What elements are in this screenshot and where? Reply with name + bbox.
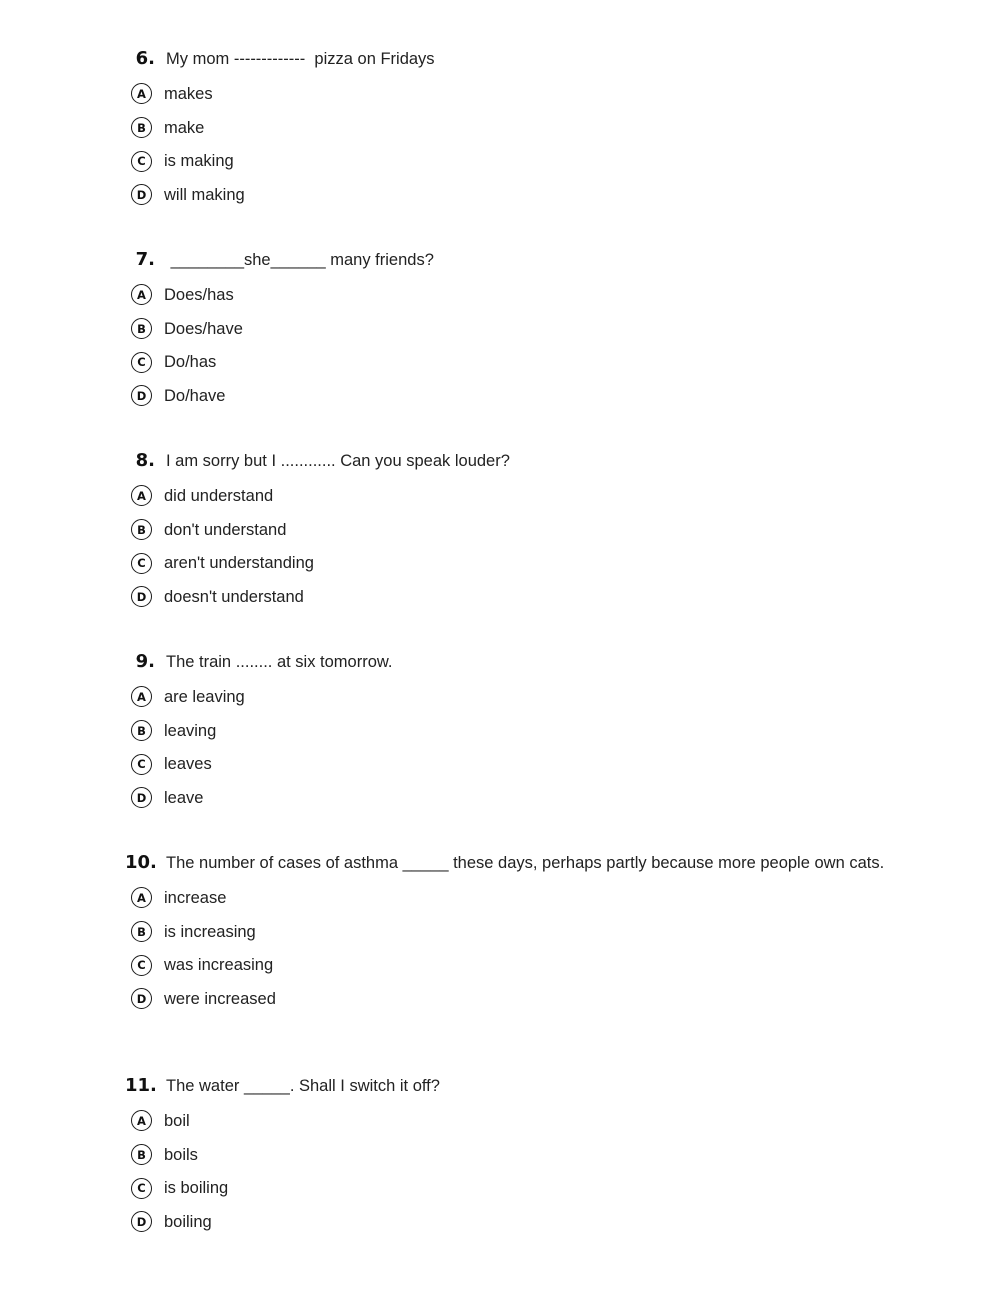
answer-options <box>125 881 895 1016</box>
option-letter-circle[interactable]: A <box>131 686 152 707</box>
option-text: leave <box>164 788 204 807</box>
option-text: boil <box>164 1111 190 1130</box>
question-header <box>125 48 895 70</box>
question-text: The train ........ at six tomorrow. <box>166 653 393 671</box>
option-letter-circle[interactable]: B <box>131 720 152 741</box>
question-header <box>125 852 895 874</box>
option-a[interactable] <box>131 479 895 513</box>
question-8 <box>125 450 895 614</box>
option-letter-circle[interactable]: C <box>131 1178 152 1199</box>
option-letter-circle[interactable]: C <box>131 352 152 373</box>
option-text: increase <box>164 888 227 907</box>
option-c[interactable] <box>131 345 895 379</box>
option-letter-circle[interactable]: C <box>131 151 152 172</box>
option-letter-circle[interactable]: D <box>131 787 152 808</box>
option-text: Does/have <box>164 319 243 338</box>
question-header <box>125 1075 895 1097</box>
option-letter-circle[interactable]: A <box>131 485 152 506</box>
option-text: boils <box>164 1145 198 1164</box>
option-d[interactable] <box>131 982 895 1016</box>
option-a[interactable] <box>131 680 895 714</box>
option-letter-circle[interactable]: A <box>131 284 152 305</box>
option-letter-circle[interactable]: B <box>131 519 152 540</box>
answer-options <box>125 1104 895 1239</box>
question-number: 11. <box>125 1075 157 1096</box>
option-letter-circle[interactable]: A <box>131 83 152 104</box>
question-header <box>125 450 895 472</box>
option-letter-circle[interactable]: A <box>131 1110 152 1131</box>
option-text: will making <box>164 185 245 204</box>
question-11 <box>125 1075 895 1239</box>
option-text: aren't understanding <box>164 554 314 573</box>
option-text: Does/has <box>164 285 234 304</box>
option-b[interactable] <box>131 714 895 748</box>
option-text: is boiling <box>164 1179 229 1198</box>
option-d[interactable] <box>131 178 895 212</box>
option-c[interactable] <box>131 948 895 982</box>
question-number: 6. <box>135 48 155 69</box>
option-letter-circle[interactable]: D <box>131 385 152 406</box>
option-letter-circle[interactable]: B <box>131 318 152 339</box>
question-text: ________she______ many friends? <box>166 251 434 269</box>
question-header <box>125 249 895 271</box>
answer-options <box>125 680 895 815</box>
question-10 <box>125 852 895 1016</box>
option-b[interactable] <box>131 312 895 346</box>
option-a[interactable] <box>131 77 895 111</box>
option-text: boiling <box>164 1212 212 1231</box>
option-letter-circle[interactable]: D <box>131 586 152 607</box>
answer-options <box>125 479 895 614</box>
option-letter-circle[interactable]: C <box>131 955 152 976</box>
option-text: make <box>164 118 205 137</box>
option-text: leaves <box>164 755 212 774</box>
option-letter-circle[interactable]: C <box>131 754 152 775</box>
answer-options <box>125 77 895 212</box>
option-text: is making <box>164 152 234 171</box>
option-letter-circle[interactable]: D <box>131 988 152 1009</box>
option-b[interactable] <box>131 111 895 145</box>
option-d[interactable] <box>131 781 895 815</box>
question-number: 9. <box>135 651 155 672</box>
question-number: 8. <box>135 450 155 471</box>
question-text: The water _____. Shall I switch it off? <box>166 1077 440 1095</box>
option-text: are leaving <box>164 687 245 706</box>
question-header <box>125 651 895 673</box>
option-d[interactable] <box>131 580 895 614</box>
option-text: makes <box>164 84 213 103</box>
option-letter-circle[interactable]: D <box>131 184 152 205</box>
question-text: My mom ------------- pizza on Fridays <box>166 50 435 68</box>
answer-options <box>125 278 895 413</box>
option-a[interactable] <box>131 278 895 312</box>
question-6 <box>125 48 895 212</box>
option-c[interactable] <box>131 1171 895 1205</box>
option-a[interactable] <box>131 1104 895 1138</box>
option-text: Do/have <box>164 386 226 405</box>
option-b[interactable] <box>131 513 895 547</box>
option-b[interactable] <box>131 915 895 949</box>
question-text: The number of cases of asthma _____ these days, perhaps partly because more people own cats. <box>166 854 885 872</box>
option-a[interactable] <box>131 881 895 915</box>
option-text: is increasing <box>164 922 256 941</box>
question-7 <box>125 249 895 413</box>
option-letter-circle[interactable]: B <box>131 1144 152 1165</box>
option-c[interactable] <box>131 546 895 580</box>
option-text: Do/has <box>164 353 217 372</box>
option-letter-circle[interactable]: B <box>131 117 152 138</box>
option-text: doesn't understand <box>164 587 304 606</box>
option-d[interactable] <box>131 379 895 413</box>
option-c[interactable] <box>131 144 895 178</box>
question-number: 10. <box>125 852 157 873</box>
option-text: were increased <box>164 989 276 1008</box>
question-number: 7. <box>135 249 155 270</box>
question-text: I am sorry but I ............ Can you speak louder? <box>166 452 510 470</box>
option-b[interactable] <box>131 1138 895 1172</box>
option-d[interactable] <box>131 1205 895 1239</box>
option-letter-circle[interactable]: A <box>131 887 152 908</box>
option-text: did understand <box>164 486 274 505</box>
option-c[interactable] <box>131 747 895 781</box>
option-letter-circle[interactable]: C <box>131 553 152 574</box>
question-9 <box>125 651 895 815</box>
option-text: leaving <box>164 721 217 740</box>
option-text: don't understand <box>164 520 287 539</box>
option-text: was increasing <box>164 956 274 975</box>
option-letter-circle[interactable]: B <box>131 921 152 942</box>
option-letter-circle[interactable]: D <box>131 1211 152 1232</box>
